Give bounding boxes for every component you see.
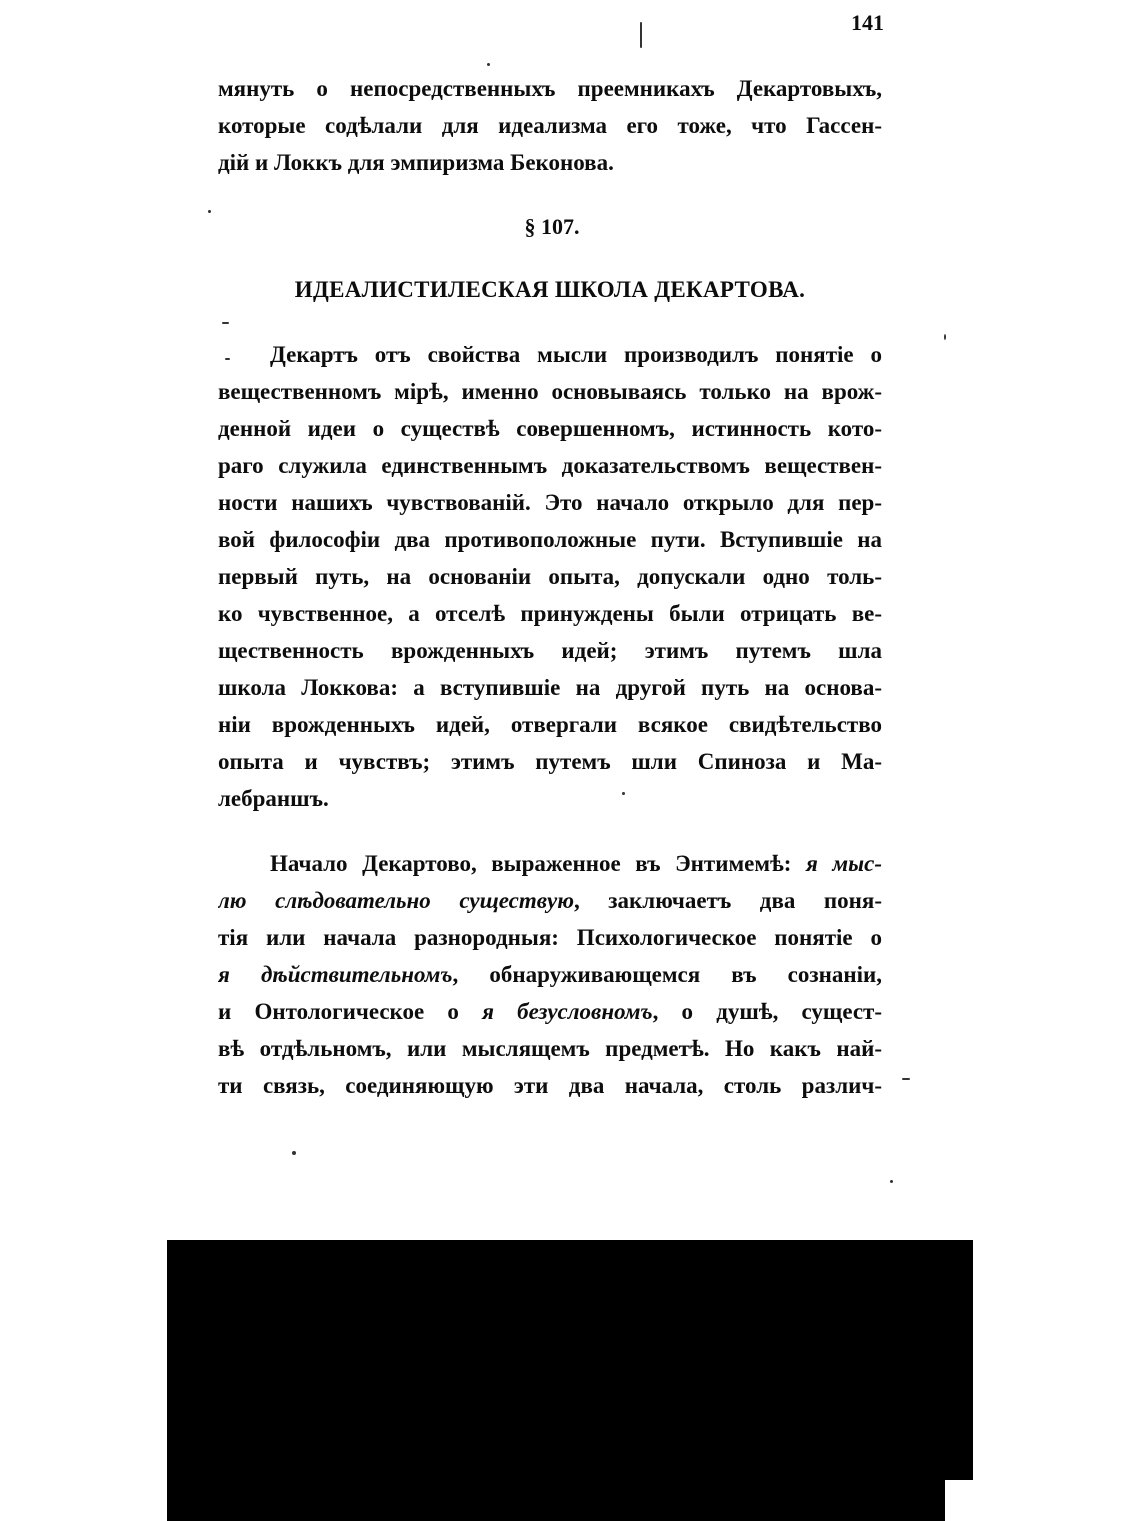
text-line: ности нашихъ чувствованій. Это начало открыло для пер- (218, 490, 882, 515)
text-line: ти связь, соединяющую эти два начала, столь различ- (218, 1073, 882, 1098)
scan-speck (487, 63, 490, 66)
text-line: ніи врожденныхъ идей, отвергали всякое свидѣтельство (218, 712, 882, 737)
text-line: денной идеи о существѣ совершенномъ, истинность кото- (218, 416, 882, 441)
text-line: мянуть о непосредственныхъ преемникахъ Декартовыхъ, (218, 76, 882, 101)
italic-span: я мыс- (806, 851, 882, 876)
section-heading: ИДЕАЛИСТИЛЕСКАЯ ШКОЛА ДЕКАРТОВА. (294, 277, 806, 302)
text-line (218, 956, 882, 994)
scan-band-notch (945, 1480, 973, 1521)
scan-speck (890, 1180, 893, 1183)
scan-speck (222, 322, 229, 324)
italic-span: лю слѣдовательно существую (218, 888, 575, 913)
text-line: дій и Локкъ для эмпиризма Беконова. (218, 150, 614, 175)
scan-speck (944, 334, 946, 340)
text-span: , обнаруживающемся въ сознаніи, (452, 962, 882, 987)
text-line: вой философіи два противоположные пути. Вступившіе на (218, 527, 882, 552)
scan-speck (225, 358, 230, 360)
section-number: § 107. (524, 214, 580, 239)
text-line: щественность врожденныхъ идей; этимъ путемъ шла (218, 638, 882, 663)
text-line: раго служила единственнымъ доказательствомъ веществен- (218, 453, 882, 478)
scan-speck (902, 1078, 910, 1080)
text-span: и Онтологическое о (218, 999, 483, 1024)
text-span: Начало Декартово, выраженное въ Энтимемѣ: (270, 851, 807, 876)
italic-span: я безусловномъ (482, 999, 653, 1024)
scan-speck (208, 210, 211, 213)
text-line: школа Локкова: а вступившіе на другой путь на основа- (218, 675, 882, 700)
text-line (270, 845, 882, 883)
text-line: ко чувственное, а отселѣ принуждены были отрицать ве- (218, 601, 882, 626)
text-line: первый путь, на основаніи опыта, допускали одно толь- (218, 564, 882, 589)
page-number: 141 (851, 10, 884, 35)
text-span: , заключаетъ два поня- (574, 888, 882, 913)
text-line: тія или начала разнородныя: Психологическое понятіе о (218, 925, 882, 950)
italic-span: я дѣйствительномъ (218, 962, 453, 987)
text-line (218, 993, 882, 1031)
text-line: Декартъ отъ свойства мысли производилъ понятіе о (270, 342, 882, 367)
scan-speck (622, 792, 625, 795)
text-span: , о душѣ, сущест- (652, 999, 882, 1024)
text-line (218, 882, 882, 920)
text-line: вещественномъ мірѣ, именно основываясь только на врож- (218, 379, 882, 404)
scan-speck (640, 22, 642, 48)
text-line: лебраншъ. (218, 786, 329, 811)
scan-speck (292, 1151, 296, 1155)
scan-black-band (167, 1240, 973, 1521)
text-line: опыта и чувствъ; этимъ путемъ шли Спиноза и Ма- (218, 749, 882, 774)
text-line: которые содѣлали для идеализма его тоже, что Гассен- (218, 113, 882, 138)
text-line: вѣ отдѣльномъ, или мыслящемъ предметѣ. Но какъ най- (218, 1036, 882, 1061)
